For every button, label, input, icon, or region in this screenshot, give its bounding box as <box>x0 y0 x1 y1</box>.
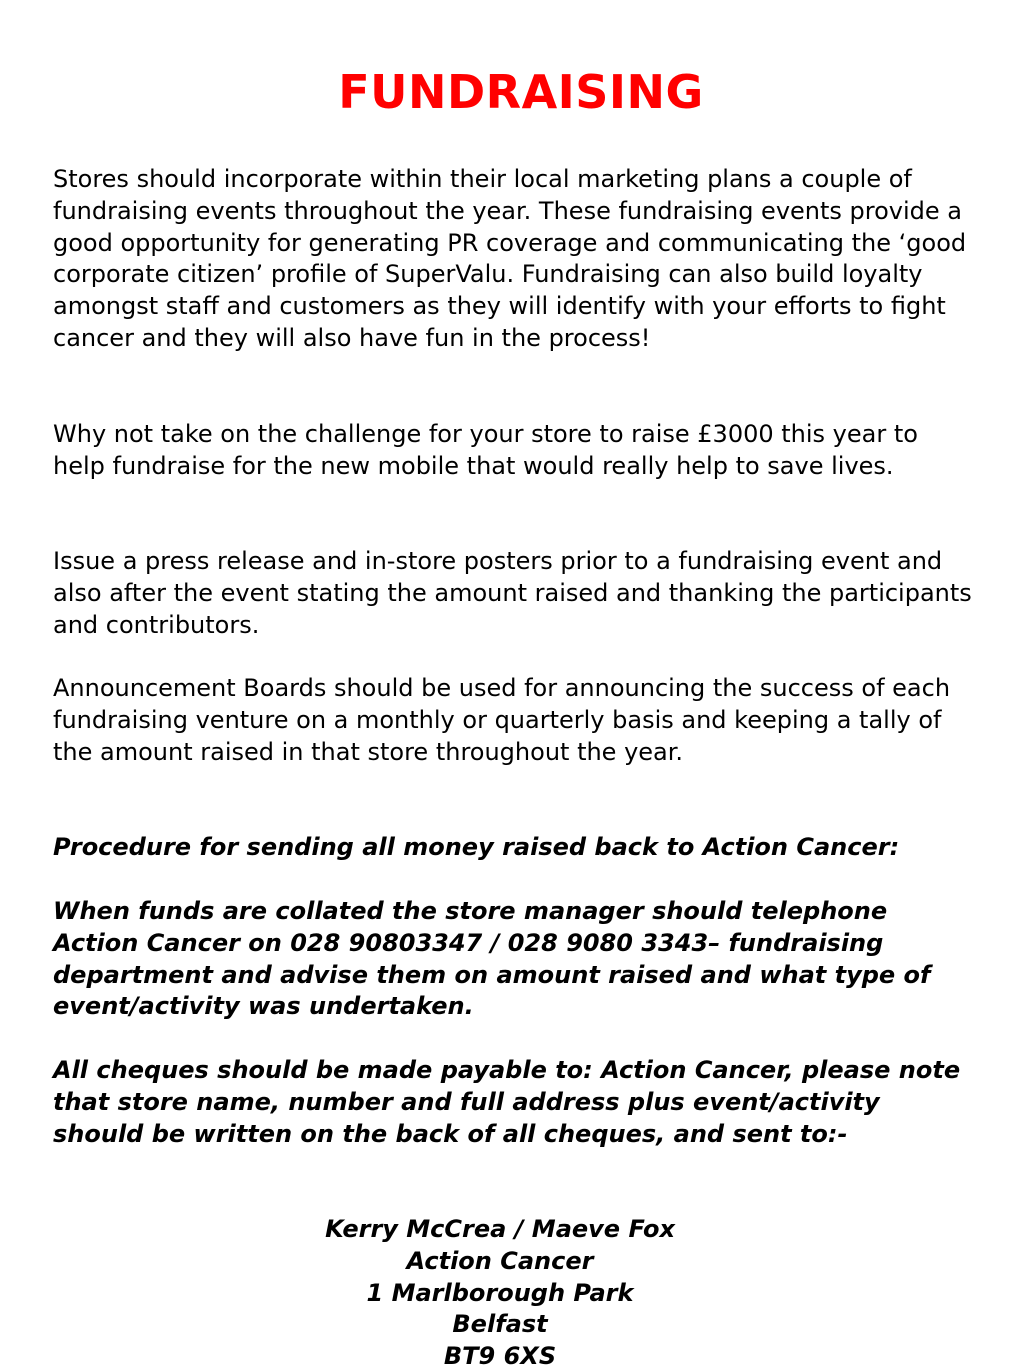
address-postcode: BT9 6XS <box>443 1342 557 1365</box>
page-title: FUNDRAISING <box>338 65 704 119</box>
address-city: Belfast <box>452 1310 548 1339</box>
procedure-heading: Procedure for sending all money raised back to Action Cancer: <box>53 833 900 861</box>
cheques-paragraph: All cheques should be made payable to: Action Cancer, please note that store name, number and full address plus event/activity should be written on the back of all cheques, and sent to:- <box>53 1056 961 1148</box>
intro-paragraph: Stores should incorporate within their local marketing plans a couple of fundraising events throughout the year. These fundraising events provide a good opportunity for generating PR coverage and communicating the ‘good corporate citizen’ profile of SuperValu. Fundraising can also build loyalty amongst staff and customers as they will identify with your efforts to fight cancer and they will also have fun in the process! <box>53 165 967 352</box>
press-release-paragraph: Issue a press release and in-store posters prior to a fundraising event and also after the event stating the amount raised and thanking the participants and contributors. <box>53 547 972 639</box>
procedure-instructions: When funds are collated the store manager should telephone Action Cancer on 028 90803347 / 028 9080 3343– fundraising department and advise them on amount raised and what type of event/activity was undertaken. <box>53 897 931 1021</box>
mailing-address <box>0 1214 1000 1365</box>
challenge-paragraph: Why not take on the challenge for your store to raise £3000 this year to help fundraise for the new mobile that would really help to save lives. <box>53 420 918 480</box>
address-organisation: Action Cancer <box>406 1246 594 1275</box>
address-street: 1 Marlborough Park <box>366 1278 634 1307</box>
address-contact-names: Kerry McCrea / Maeve Fox <box>325 1215 675 1243</box>
announcement-boards-paragraph: Announcement Boards should be used for announcing the success of each fundraising venture on a monthly or quarterly basis and keeping a tally of the amount raised in that store throughout the year. <box>53 674 951 766</box>
